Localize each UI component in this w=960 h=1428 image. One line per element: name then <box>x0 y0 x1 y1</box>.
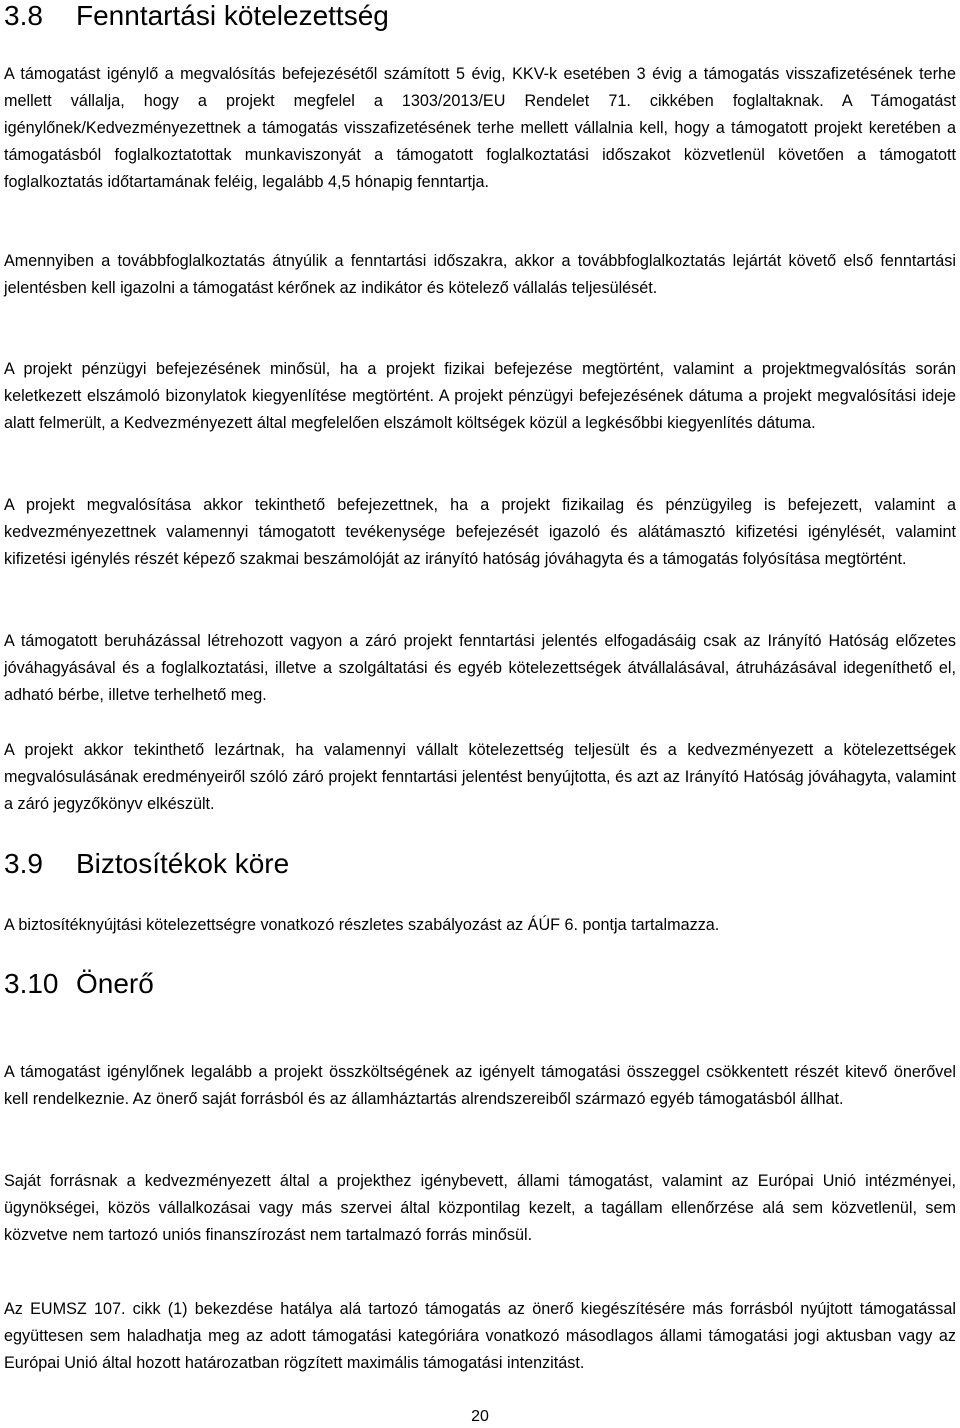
paragraph: Az EUMSZ 107. cikk (1) bekezdése hatálya alá tartozó támogatás az önerő kiegészítésére más forrásból nyújtott támogatással együttesen sem haladhatja meg az adott támogatási kategóriára vonatkozó másodlagos állami támogatási jogi aktusban vagy az Európai Unió által hozott határozatban rögzített maximális támogatási intenzitást. <box>4 1300 956 1372</box>
section-title: Fenntartási kötelezettség <box>76 0 389 31</box>
paragraph: A projekt megvalósítása akkor tekinthető befejezettnek, ha a projekt fizikailag és pénzügyileg is befejezett, valamint a kedvezményezettnek valamennyi támogatott tevékenysége befejezését igazoló és alátámasztó kifizetési igénylését, valamint kifizetési igénylés részét képező szakmai beszámolóját az irányító hatóság jóváhagyta és a támogatás folyósítása megtörtént. <box>4 496 956 568</box>
section-number: 3.8 <box>4 0 43 31</box>
section-title: Biztosítékok köre <box>76 848 290 879</box>
section-heading-3-9 <box>4 848 289 880</box>
section-title: Önerő <box>76 968 154 999</box>
section-number: 3.9 <box>4 848 43 879</box>
section-heading-3-8 <box>4 0 389 32</box>
paragraph: Saját forrásnak a kedvezményezett által a projekthez igénybevett, állami támogatást, valamint az Európai Unió intézményei, ügynökségei, közös vállalkozásai vagy más szervei által központilag kezelt, a tagállam ellenőrzése alá sem közvetlenül, sem közvetve nem tartozó uniós finanszírozást nem tartalmazó forrás minősül. <box>4 1172 956 1244</box>
paragraph: A biztosítéknyújtási kötelezettségre vonatkozó részletes szabályozást az ÁÚF 6. pontja tartalmazza. <box>4 916 720 934</box>
paragraph: A támogatást igénylőnek legalább a projekt összköltségének az igényelt támogatási összeggel csökkentett részét kitevő önerővel kell rendelkeznie. Az önerő saját forrásból és az államháztartás alrendszereiből származó egyéb támogatásból állhat. <box>4 1063 956 1108</box>
section-number: 3.10 <box>4 968 59 999</box>
paragraph: A támogatott beruházással létrehozott vagyon a záró projekt fenntartási jelentés elfogadásáig csak az Irányító Hatóság előzetes jóváhagyásával és a foglalkoztatási, illetve a szolgáltatási és egyéb kötelezettségek átvállalásával, átruházásával idegeníthető el, adható bérbe, illetve terhelhető meg. <box>4 632 956 704</box>
page-number: 20 <box>471 1408 489 1425</box>
paragraph: Amennyiben a továbbfoglalkoztatás átnyúlik a fenntartási időszakra, akkor a továbbfoglalkoztatás lejártát követő első fenntartási jelentésben kell igazolni a támogatást kérőnek az indikátor és kötelező vállalás teljesülését. <box>4 252 956 297</box>
paragraph: A projekt pénzügyi befejezésének minősül, ha a projekt fizikai befejezése megtörtént, valamint a projektmegvalósítás során keletkezett elszámoló bizonylatok kiegyenlítése megtörtént. A projekt pénzügyi befejezésének dátuma a projekt megvalósítási ideje alatt felmerült, a Kedvezményezett által megfelelően elszámolt költségek közül a legkésőbbi kiegyenlítés dátuma. <box>4 360 956 432</box>
paragraph: A támogatást igénylő a megvalósítás befejezésétől számított 5 évig, KKV-k esetében 3 évig a támogatás visszafizetésének terhe mellett vállalja, hogy a projekt megfelel a 1303/2013/EU Rendelet 71. cikkében foglaltaknak. A Támogatást igénylőnek/Kedvezményezettnek a támogatás visszafizetésének terhe mellett vállalnia kell, hogy a támogatott projekt keretében a támogatásból foglalkoztatottak munkaviszonyát a támogatott foglalkoztatási időszakot közvetlenül követően a támogatott foglalkoztatás időtartamának feléig, legalább 4,5 hónapig fenntartja. <box>4 65 956 191</box>
section-heading-3-10 <box>4 968 154 1000</box>
paragraph: A projekt akkor tekinthető lezártnak, ha valamennyi vállalt kötelezettség teljesült és a kedvezményezett a kötelezettségek megvalósulásának eredményeiről szóló záró projekt fenntartási jelentést benyújtotta, és azt az Irányító Hatóság jóváhagyta, valamint a záró jegyzőkönyv elkészült. <box>4 741 956 813</box>
